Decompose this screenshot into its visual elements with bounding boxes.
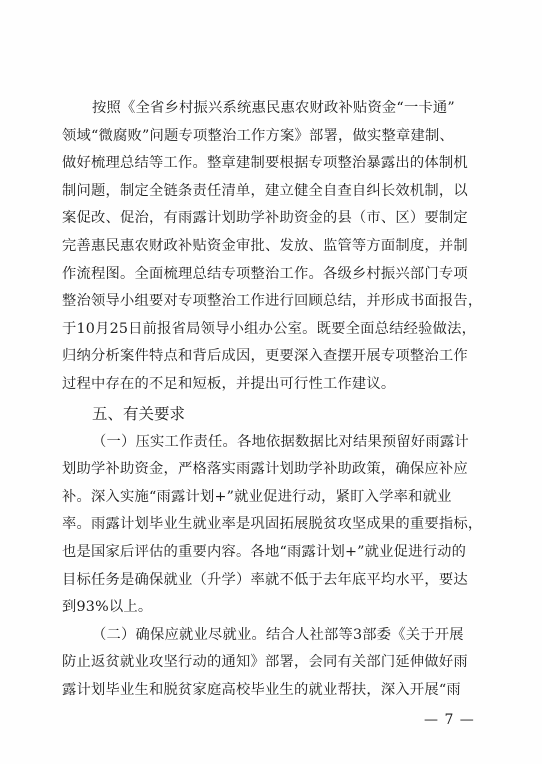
- text-line: 过程中存在的不足和短板，并提出可行性工作建议。: [62, 375, 396, 392]
- section-heading: 五、有关要求: [92, 404, 186, 423]
- text-line: 到93%以上。: [62, 599, 153, 616]
- text-line: （二）确保应就业尽就业。结合人社部等3部委《关于开展: [92, 626, 464, 643]
- text-line: 归纳分析案件特点和背后成因，更要深入查摆开展专项整治工作: [62, 348, 468, 365]
- text-line: 制问题，制定全链条责任清单，建立健全自查自纠长效机制，以: [62, 182, 468, 199]
- text-line: 率。雨露计划毕业生就业率是巩固拓展脱贫攻坚成果的重要指标，: [62, 516, 483, 533]
- page-number: — 7 —: [424, 712, 475, 728]
- text-line: 案促改、促治，有雨露计划助学补助资金的县（市、区）要制定: [62, 210, 468, 227]
- text-line: 也是国家后评估的重要内容。各地“雨露计划+”就业促进行动的: [62, 543, 467, 560]
- text-line: 按照《全省乡村振兴系统惠民惠农财政补贴资金“一卡通”: [92, 100, 455, 116]
- text-line: 划助学补助资金，严格落实雨露计划助学补助政策，确保应补应: [62, 461, 468, 478]
- text-line: 作流程图。全面梳理总结专项整治工作。各级乡村振兴部门专项: [62, 265, 468, 282]
- body-text: [62, 95, 482, 704]
- text-line: 目标任务是确保就业（升学）率就不低于去年底平均水平，要达: [62, 571, 468, 588]
- text-line: 做好梳理总结等工作。整章建制要根据专项整治暴露出的体制机: [62, 155, 468, 172]
- text-line: 领域“微腐败”问题专项整治工作方案》部署，做实整章建制、: [62, 127, 454, 144]
- text-line: 露计划毕业生和脱贫家庭高校毕业生的就业帮扶，深入开展“雨: [62, 681, 461, 698]
- text-line: 完善惠民惠农财政补贴资金审批、发放、监管等方面制度，并制: [62, 237, 468, 254]
- text-line: （一）压实工作责任。各地依据数据比对结果预留好雨露计: [92, 433, 469, 450]
- text-line: 于10月25日前报省局领导小组办公室。既要全面总结经验做法，: [62, 320, 477, 337]
- text-line: 整治领导小组要对专项整治工作进行回顾总结，并形成书面报告，: [62, 293, 483, 310]
- text-line: 补。深入实施“雨露计划+”就业促进行动，紧盯入学率和就业: [62, 488, 452, 505]
- text-line: 防止返贫就业攻坚行动的通知》部署，会同有关部门延伸做好雨: [62, 654, 468, 671]
